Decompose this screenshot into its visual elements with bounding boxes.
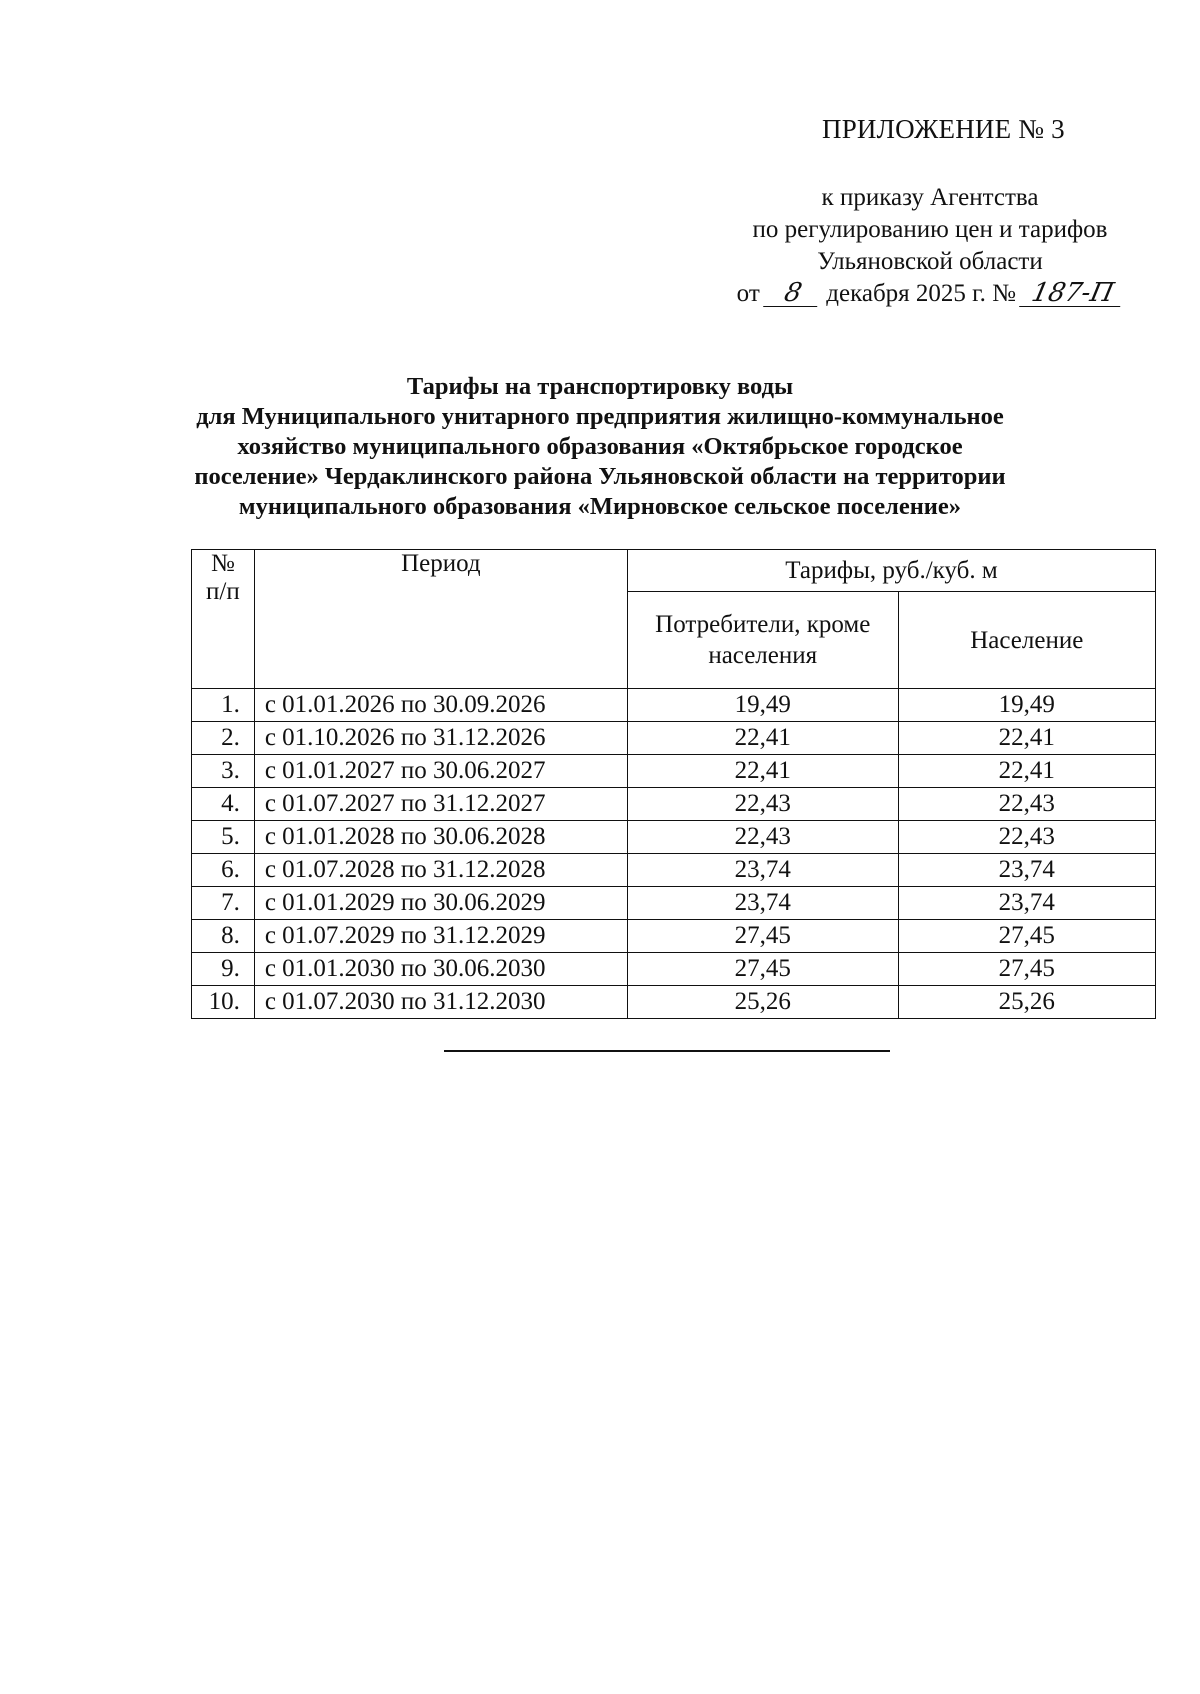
order-ref-date-line — [700, 278, 1160, 310]
title-line-5: муниципального образования «Мирновское сельское поселение» — [238, 493, 962, 520]
population-tariff-cell: 27,45 — [898, 953, 1155, 986]
table-row — [192, 953, 1156, 986]
row-number-cell: 9. — [192, 953, 255, 986]
row-number-cell: 5. — [192, 821, 255, 854]
period-cell: с 01.07.2028 по 31.12.2028 — [254, 854, 627, 887]
header-num-label: п/п — [206, 578, 240, 605]
population-tariff-cell: 27,45 — [898, 920, 1155, 953]
order-reference — [700, 182, 1160, 310]
population-tariff-cell: 23,74 — [898, 887, 1155, 920]
handwritten-order-number: 187-П — [1019, 280, 1126, 307]
population-tariff-cell: 22,41 — [898, 755, 1155, 788]
period-cell: с 01.07.2030 по 31.12.2030 — [254, 986, 627, 1019]
consumers-tariff-cell: 25,26 — [627, 986, 898, 1019]
tariff-table-header — [192, 550, 1156, 689]
order-ref-line-3: Ульяновской области — [817, 248, 1043, 275]
population-tariff-cell: 22,43 — [898, 788, 1155, 821]
period-cell: с 01.10.2026 по 31.12.2026 — [254, 722, 627, 755]
header-consumers-line-2: населения — [708, 642, 818, 669]
period-cell: с 01.01.2027 по 30.06.2027 — [254, 755, 627, 788]
tariff-table — [191, 549, 1156, 1019]
row-number-cell: 4. — [192, 788, 255, 821]
consumers-tariff-cell: 22,43 — [627, 821, 898, 854]
row-number-cell: 3. — [192, 755, 255, 788]
appendix-title: ПРИЛОЖЕНИЕ № 3 — [822, 114, 1065, 144]
header-consumers-line-1: Потребители, кроме — [655, 611, 871, 638]
end-divider — [444, 1050, 890, 1052]
population-tariff-cell: 19,49 — [898, 689, 1155, 722]
tariff-table-body — [192, 689, 1156, 1019]
table-row — [192, 986, 1156, 1019]
table-row — [192, 788, 1156, 821]
table-row — [192, 755, 1156, 788]
title-line-2: для Муниципального унитарного предприятия жилищно-коммунальное — [196, 403, 1004, 430]
title-line-1: Тарифы на транспортировку воды — [406, 373, 794, 400]
row-number-cell: 1. — [192, 689, 255, 722]
period-cell: с 01.01.2028 по 30.06.2028 — [254, 821, 627, 854]
consumers-tariff-cell: 27,45 — [627, 953, 898, 986]
table-row — [192, 887, 1156, 920]
row-number-cell: 2. — [192, 722, 255, 755]
order-ref-line-2: по регулированию цен и тарифов — [752, 216, 1108, 243]
period-cell: с 01.01.2026 по 30.09.2026 — [254, 689, 627, 722]
document-title — [150, 372, 1050, 522]
table-row — [192, 689, 1156, 722]
population-tariff-cell: 23,74 — [898, 854, 1155, 887]
order-ref-line-1: к приказу Агентства — [821, 184, 1039, 211]
header-period: Период — [254, 550, 627, 689]
consumers-tariff-cell: 27,45 — [627, 920, 898, 953]
header-consumers — [627, 592, 898, 689]
population-tariff-cell: 22,43 — [898, 821, 1155, 854]
header-tariffs-group: Тарифы, руб./куб. м — [627, 550, 1155, 592]
consumers-tariff-cell: 22,41 — [627, 722, 898, 755]
consumers-tariff-cell: 23,74 — [627, 854, 898, 887]
title-line-3: хозяйство муниципального образования «Октябрьское городское — [237, 433, 963, 460]
consumers-tariff-cell: 19,49 — [627, 689, 898, 722]
period-cell: с 01.01.2030 по 30.06.2030 — [254, 953, 627, 986]
table-row — [192, 854, 1156, 887]
row-number-cell: 10. — [192, 986, 255, 1019]
table-row — [192, 821, 1156, 854]
title-line-4: поселение» Чердаклинского района Ульяновской области на территории — [194, 463, 1006, 490]
row-number-cell: 6. — [192, 854, 255, 887]
table-row — [192, 722, 1156, 755]
header-population: Население — [898, 592, 1155, 689]
date-rest: декабря 2025 г. № — [826, 280, 1016, 307]
period-cell: с 01.07.2029 по 31.12.2029 — [254, 920, 627, 953]
row-number-cell: 7. — [192, 887, 255, 920]
table-row — [192, 920, 1156, 953]
population-tariff-cell: 25,26 — [898, 986, 1155, 1019]
row-number-cell: 8. — [192, 920, 255, 953]
header-row-number — [192, 550, 255, 689]
consumers-tariff-cell: 22,41 — [627, 755, 898, 788]
consumers-tariff-cell: 23,74 — [627, 887, 898, 920]
handwritten-date-day: 8 — [763, 280, 823, 307]
population-tariff-cell: 22,41 — [898, 722, 1155, 755]
date-prefix: от — [736, 280, 760, 307]
consumers-tariff-cell: 22,43 — [627, 788, 898, 821]
period-cell: с 01.07.2027 по 31.12.2027 — [254, 788, 627, 821]
period-cell: с 01.01.2029 по 30.06.2029 — [254, 887, 627, 920]
header-num-symbol: № — [210, 550, 235, 577]
